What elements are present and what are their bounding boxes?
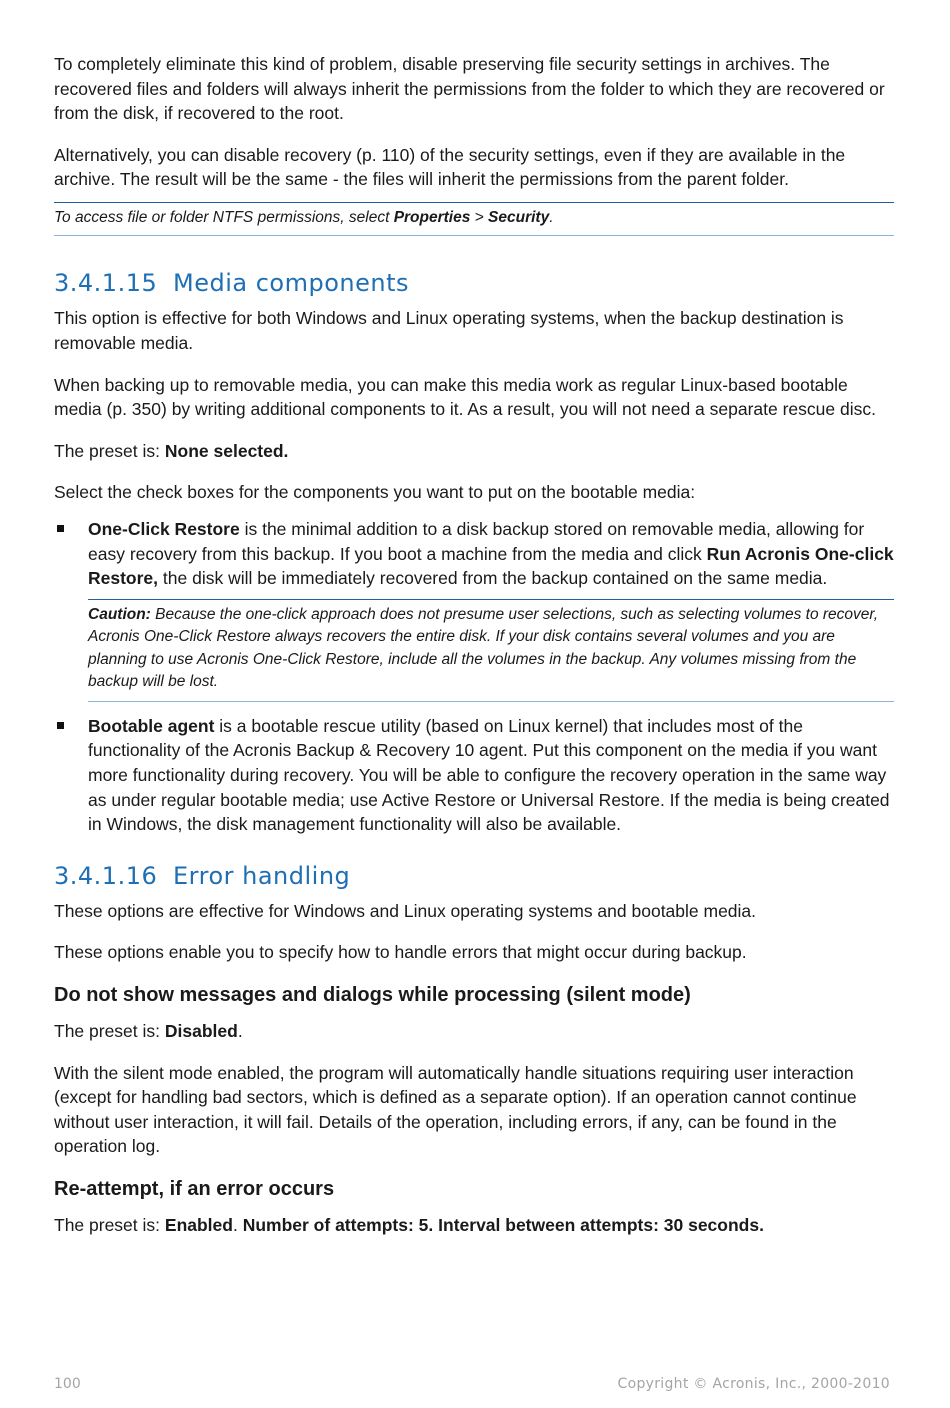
media-components-list (54, 517, 894, 837)
error-handling-heading (54, 861, 894, 891)
section-title: Media components (173, 269, 409, 298)
page-footer (54, 1376, 890, 1392)
properties-term: Properties (393, 208, 471, 226)
section-number: 3.4.1.15 (54, 269, 158, 298)
silent-mode-preset: The preset is: Disabled. (54, 1020, 243, 1041)
silent-mode-body: With the silent mode enabled, the program will automatically handle situations requiring user interaction (except for handling bad sectors, which is defined as a separate option). If an operation cannot continue without user interaction, it will fail. Details of the operation, including errors, if any, can be found in the operation log. (54, 1062, 857, 1157)
silent-mode-heading: Do not show messages and dialogs while processing (silent mode) (54, 983, 691, 1006)
bullet-square-icon (57, 525, 64, 532)
section-number: 3.4.1.16 (54, 861, 158, 890)
errors-paragraph-1: These options are effective for Windows and Linux operating systems and bootable media. (54, 900, 757, 921)
bullet-square-icon (57, 722, 64, 729)
errors-paragraph-2: These options enable you to specify how to handle errors that might occur during backup. (54, 942, 747, 963)
security-term: Security (488, 208, 550, 226)
run-one-click-restore-term: Run Acronis One-click Restore, (88, 543, 894, 589)
list-item-bootable-agent: Bootable agent is a bootable rescue utility (based on Linux kernel) that includes most of the functionality of the Acronis Backup & Recovery 10 agent. Put this component on the media if you want more functionality during recovery. You will be able to configure the recovery operation in the same way as under regular bootable media; use Active Restore or Universal Restore. If the media is being created in Windows, the disk management functionality will also be available. (54, 714, 894, 837)
media-components-heading (54, 268, 894, 298)
reattempt-preset: The preset is: Enabled. Number of attempts: 5. Interval between attempts: 30 seconds. (54, 1214, 764, 1235)
list-item-one-click-restore: One-Click Restore is the minimal addition to a disk backup stored on removable media, allowing for easy recovery from this backup. If you boot a machine from the media and click Run Acronis One-click Restore, the disk will be immediately recovered from the backup contained on the same media. Caution: Because the one-click approach does not presume user selections, such as selecting volumes to recover, Acronis One-Click Restore always recovers the entire disk. If your disk contains several volumes and you are planning to use Acronis One-Click Restore, include all the volumes in the backup. Any volumes missing from the backup will be lost. (54, 517, 894, 702)
intro-paragraph-1: To completely eliminate this kind of problem, disable preserving file security settings in archives. The recovered files and folders will always inherit the permissions from the folder to which they are recovered or from the disk, if recovered to the root. (54, 54, 885, 124)
copyright-notice: Copyright © Acronis, Inc., 2000-2010 (617, 1376, 890, 1392)
caution-note: Caution: Because the one-click approach does not presume user selections, such as selecting volumes to recover, Acronis One-Click Restore always recovers the entire disk. If your disk contains several volumes and you are planning to use Acronis One-Click Restore, include all the volumes in the backup. Any volumes missing from the backup will be lost. (88, 599, 894, 702)
document-page (54, 52, 894, 1238)
media-paragraph-2: When backing up to removable media, you can make this media work as regular Linux-based bootable media (p. 350) by writing additional components to it. As a result, you will not need a separate rescue disc. (54, 374, 876, 420)
media-paragraph-1: This option is effective for both Windows and Linux operating systems, when the backup destination is removable media. (54, 308, 844, 354)
page-number: 100 (54, 1376, 81, 1392)
reattempt-heading: Re-attempt, if an error occurs (54, 1177, 335, 1200)
intro-paragraph-2: Alternatively, you can disable recovery (p. 110) of the security settings, even if they are available in the archive. The result will be the same - the files will inherit the permissions from the parent folder. (54, 144, 846, 190)
caution-label: Caution: (88, 605, 151, 623)
bootable-agent-term: Bootable agent (88, 715, 215, 736)
one-click-restore-term: One-Click Restore (88, 519, 240, 540)
media-select-text: Select the check boxes for the components you want to put on the bootable media: (54, 482, 696, 503)
media-preset: The preset is: None selected. (54, 440, 289, 461)
section-title: Error handling (173, 861, 351, 890)
ntfs-permissions-note: To access file or folder NTFS permissions, select Properties > Security. (54, 202, 894, 237)
